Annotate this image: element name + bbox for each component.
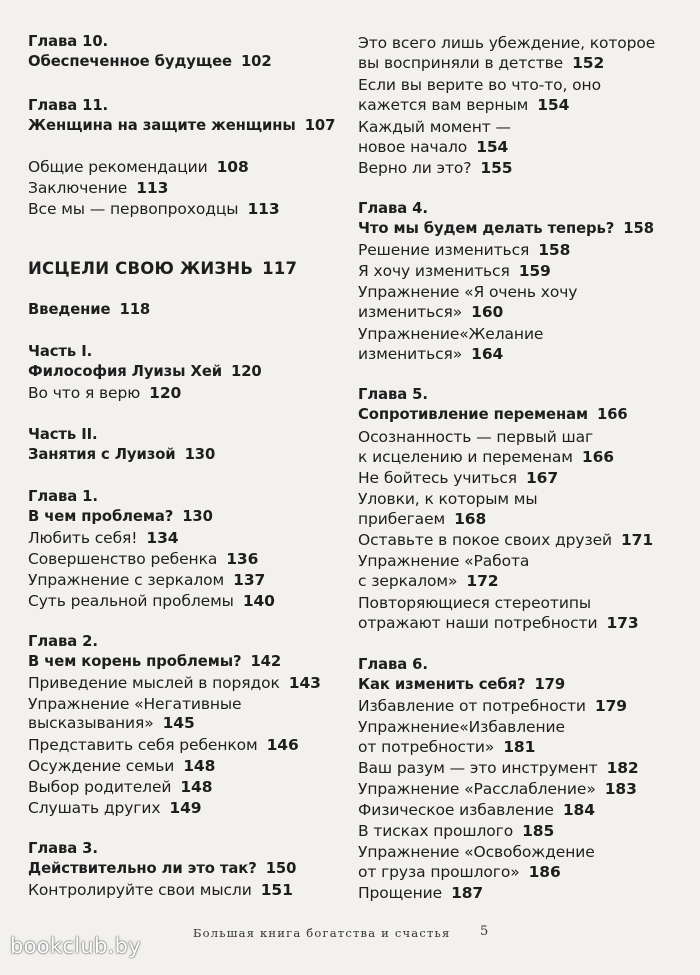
toc-entry <box>358 758 639 778</box>
toc-entry <box>28 735 299 755</box>
toc-entry-title: Заключение <box>28 179 128 197</box>
toc-entry-page: 113 <box>136 179 169 197</box>
toc-entry <box>28 713 195 733</box>
toc-entry-title: с зеркалом» <box>358 572 458 590</box>
toc-entry <box>358 282 577 302</box>
toc-entry <box>358 324 543 344</box>
toc-entry-title: Глава 1. <box>28 488 98 505</box>
toc-entry-page: 134 <box>146 529 179 547</box>
toc-entry-title: от груза прошлого» <box>358 863 520 881</box>
toc-entry-title: новое начало <box>358 138 468 156</box>
toc-entry-title: Женщина на защите женщины <box>28 117 296 134</box>
toc-entry-title: Верно ли это? <box>358 159 472 177</box>
toc-entry-title: Это всего лишь убеждение, которое <box>358 34 656 52</box>
toc-entry <box>28 178 168 198</box>
toc-entry-title: Как изменить себя? <box>358 676 526 693</box>
toc-entry <box>358 842 595 862</box>
toc-entry-title: от потребности» <box>358 738 495 756</box>
toc-entry-page: 155 <box>480 159 513 177</box>
toc-entry <box>358 675 565 695</box>
toc-entry-title: Контролируйте свои мысли <box>28 881 252 899</box>
toc-entry-title: Осознанность — первый шаг <box>358 428 594 446</box>
toc-entry <box>358 137 508 157</box>
toc-entry <box>358 737 535 757</box>
toc-entry <box>28 591 275 611</box>
toc-entry-page: 173 <box>606 614 639 632</box>
toc-entry-page: 181 <box>503 738 536 756</box>
toc-entry <box>28 32 108 52</box>
toc-entry <box>28 116 335 136</box>
toc-entry-page: 148 <box>180 778 213 796</box>
toc-entry <box>358 75 601 95</box>
toc-entry-title: Сопротивление переменам <box>358 406 588 423</box>
toc-entry-title: ИСЦЕЛИ СВОЮ ЖИЗНЬ <box>28 259 254 278</box>
toc-entry-title: прибегаем <box>358 510 446 528</box>
toc-entry <box>28 880 293 900</box>
toc-entry-page: 187 <box>451 884 484 902</box>
toc-entry-page: 166 <box>597 406 628 423</box>
toc-entry-page: 102 <box>240 53 272 70</box>
toc-entry-title: Упражнение с зеркалом <box>28 571 225 589</box>
toc-entry-page: 152 <box>572 54 605 72</box>
toc-entry-title: Глава 5. <box>358 386 428 403</box>
toc-entry <box>358 613 639 633</box>
toc-entry-title: Общие рекомендации <box>28 158 208 176</box>
toc-entry-title: Обеспеченное будущее <box>28 53 232 70</box>
toc-entry-page: 182 <box>606 759 639 777</box>
toc-entry-title: Все мы — первопроходцы <box>28 200 239 218</box>
toc-entry <box>358 593 591 613</box>
toc-entry <box>358 261 551 281</box>
toc-entry <box>358 551 529 571</box>
toc-entry <box>358 53 604 73</box>
toc-entry-title: отражают наши потребности <box>358 614 598 632</box>
toc-entry-page: 148 <box>183 757 216 775</box>
toc-entry-page: 136 <box>226 550 259 568</box>
toc-entry-page: 179 <box>534 676 566 693</box>
toc-entry <box>358 779 637 799</box>
toc-entry <box>358 219 654 239</box>
toc-entry-title: Упражнение «Я очень хочу <box>358 283 578 301</box>
toc-entry-title: Упражнение «Негативные <box>28 695 242 713</box>
toc-entry <box>358 696 627 716</box>
toc-entry-title: измениться» <box>358 345 463 363</box>
toc-entry <box>358 302 503 322</box>
toc-entry-title: Любить себя! <box>28 529 138 547</box>
toc-entry-page: 140 <box>242 592 275 610</box>
toc-entry-page: 179 <box>594 697 627 715</box>
toc-entry-page: 154 <box>476 138 509 156</box>
toc-entry-title: В тисках прошлого <box>358 822 514 840</box>
toc-entry <box>28 445 215 465</box>
toc-entry <box>28 777 212 797</box>
toc-entry-title: В чем корень проблемы? <box>28 653 242 670</box>
toc-entry-title: Решение измениться <box>358 241 530 259</box>
toc-entry-title: Философия Луизы Хей <box>28 363 223 380</box>
toc-entry-title: Прощение <box>358 884 443 902</box>
toc-entry-page: 108 <box>216 158 249 176</box>
toc-entry <box>358 405 628 425</box>
toc-entry <box>28 694 241 714</box>
toc-entry <box>28 362 262 382</box>
toc-entry <box>358 240 570 260</box>
toc-entry-title: измениться» <box>358 303 463 321</box>
toc-entry-title: Совершенство ребенка <box>28 550 218 568</box>
toc-entry <box>28 756 215 776</box>
toc-entry <box>28 859 296 879</box>
toc-entry-title: Приведение мыслей в порядок <box>28 674 280 692</box>
toc-entry-page: 113 <box>247 200 280 218</box>
toc-entry-title: Я хочу измениться <box>358 262 510 280</box>
toc-entry-title: Упражнение «Освобождение <box>358 843 595 861</box>
toc-entry-title: Выбор родителей <box>28 778 172 796</box>
toc-entry-title: Глава 6. <box>358 656 428 673</box>
toc-entry <box>28 425 98 445</box>
toc-entry <box>358 344 503 364</box>
toc-entry <box>358 655 428 675</box>
toc-entry <box>358 158 512 178</box>
toc-entry-page: 168 <box>454 510 487 528</box>
toc-entry <box>28 507 213 527</box>
toc-entry <box>358 489 538 509</box>
toc-entry <box>358 883 483 903</box>
toc-entry-title: Если вы верите во что-то, оно <box>358 76 601 94</box>
toc-entry-title: В чем проблема? <box>28 508 174 525</box>
toc-entry-title: Повторяющиеся стереотипы <box>358 594 591 612</box>
toc-entry-page: 130 <box>182 508 213 525</box>
toc-entry-page: 118 <box>119 301 151 318</box>
toc-entry-page: 184 <box>562 801 595 819</box>
toc-entry-title: Представить себя ребенком <box>28 736 258 754</box>
toc-entry <box>28 259 297 279</box>
toc-entry <box>358 717 565 737</box>
toc-entry-page: 143 <box>288 674 321 692</box>
toc-entry-title: кажется вам верным <box>358 96 529 114</box>
toc-entry <box>358 427 593 447</box>
toc-entry-title: Упражнение «Работа <box>358 552 530 570</box>
toc-entry-page: 159 <box>518 262 551 280</box>
toc-entry <box>358 862 561 882</box>
toc-entry-title: Осуждение семьи <box>28 757 175 775</box>
toc-entry <box>28 570 265 590</box>
toc-entry-title: Упражнение «Расслабление» <box>358 780 596 798</box>
toc-entry-page: 142 <box>250 653 282 670</box>
toc-entry-title: Часть I. <box>28 343 93 360</box>
toc-entry <box>358 821 554 841</box>
toc-entry <box>358 33 655 53</box>
toc-entry-page: 167 <box>526 469 559 487</box>
toc-entry-page: 164 <box>471 345 504 363</box>
toc-entry <box>28 798 201 818</box>
toc-entry-page: 158 <box>623 220 654 237</box>
toc-entry <box>358 199 428 219</box>
toc-entry <box>28 528 178 548</box>
toc-entry <box>28 96 108 116</box>
page-number: 5 <box>480 924 489 939</box>
toc-entry-title: Упражнение«Желание <box>358 325 544 343</box>
toc-entry-page: 117 <box>262 259 298 278</box>
toc-entry <box>358 385 428 405</box>
toc-entry-page: 172 <box>466 572 499 590</box>
toc-entry <box>358 95 569 115</box>
toc-entry <box>358 530 653 550</box>
toc-entry <box>28 487 98 507</box>
toc-entry <box>28 652 281 672</box>
toc-entry <box>28 157 249 177</box>
toc-entry <box>28 300 150 320</box>
toc-entry-page: 171 <box>621 531 654 549</box>
toc-entry-title: Уловки, к которым мы <box>358 490 538 508</box>
toc-entry <box>358 800 595 820</box>
toc-entry <box>358 509 486 529</box>
toc-entry-title: Каждый момент — <box>358 118 511 136</box>
toc-entry-page: 137 <box>233 571 266 589</box>
toc-entry-title: Часть II. <box>28 426 98 443</box>
toc-entry-title: Избавление от потребности <box>358 697 586 715</box>
toc-entry-title: Ваш разум — это инструмент <box>358 759 598 777</box>
toc-entry-page: 186 <box>528 863 561 881</box>
toc-entry <box>28 632 98 652</box>
toc-entry-title: Глава 2. <box>28 633 98 650</box>
running-title: Большая книга богатства и счастья <box>193 926 451 940</box>
toc-entry-title: высказывания» <box>28 714 154 732</box>
toc-entry <box>28 52 272 72</box>
toc-entry-title: Оставьте в покое своих друзей <box>358 531 612 549</box>
toc-entry-page: 160 <box>471 303 504 321</box>
toc-entry-title: к исцелению и переменам <box>358 448 573 466</box>
toc-entry-title: вы восприняли в детстве <box>358 54 564 72</box>
toc-entry <box>358 571 498 591</box>
toc-entry-title: Упражнение«Избавление <box>358 718 565 736</box>
toc-entry-page: 107 <box>304 117 336 134</box>
toc-entry-page: 166 <box>581 448 614 466</box>
toc-entry-title: Глава 11. <box>28 97 109 114</box>
toc-entry-page: 149 <box>169 799 202 817</box>
toc-entry-page: 145 <box>162 714 195 732</box>
toc-entry-title: Во что я верю <box>28 384 141 402</box>
toc-entry-page: 185 <box>522 822 555 840</box>
toc-entry-page: 154 <box>537 96 570 114</box>
toc-entry-title: Занятия с Луизой <box>28 446 176 463</box>
toc-entry-page: 146 <box>266 736 299 754</box>
toc-entry-title: Действительно ли это так? <box>28 860 257 877</box>
toc-entry-page: 120 <box>231 363 262 380</box>
toc-entry <box>28 673 321 693</box>
toc-entry-title: Глава 4. <box>358 200 428 217</box>
toc-entry <box>358 447 614 467</box>
toc-entry-title: Слушать других <box>28 799 161 817</box>
toc-entry <box>28 342 92 362</box>
toc-entry-title: Физическое избавление <box>358 801 554 819</box>
toc-entry-page: 120 <box>149 384 182 402</box>
toc-entry-title: Глава 3. <box>28 840 98 857</box>
toc-entry <box>358 117 511 137</box>
watermark-text: bookclub.by <box>10 934 141 958</box>
toc-entry-title: Не бойтесь учиться <box>358 469 517 487</box>
toc-entry <box>358 468 558 488</box>
toc-entry <box>28 549 258 569</box>
toc-entry-title: Глава 10. <box>28 33 109 50</box>
toc-entry <box>28 383 181 403</box>
toc-entry-title: Введение <box>28 301 111 318</box>
toc-entry-page: 151 <box>260 881 293 899</box>
toc-entry-title: Суть реальной проблемы <box>28 592 234 610</box>
toc-entry-page: 183 <box>604 780 637 798</box>
toc-entry-page: 130 <box>184 446 216 463</box>
toc-entry-title: Что мы будем делать теперь? <box>358 220 615 237</box>
toc-entry-page: 158 <box>538 241 571 259</box>
toc-entry <box>28 199 280 219</box>
toc-entry-page: 150 <box>265 860 297 877</box>
toc-entry <box>28 839 98 859</box>
